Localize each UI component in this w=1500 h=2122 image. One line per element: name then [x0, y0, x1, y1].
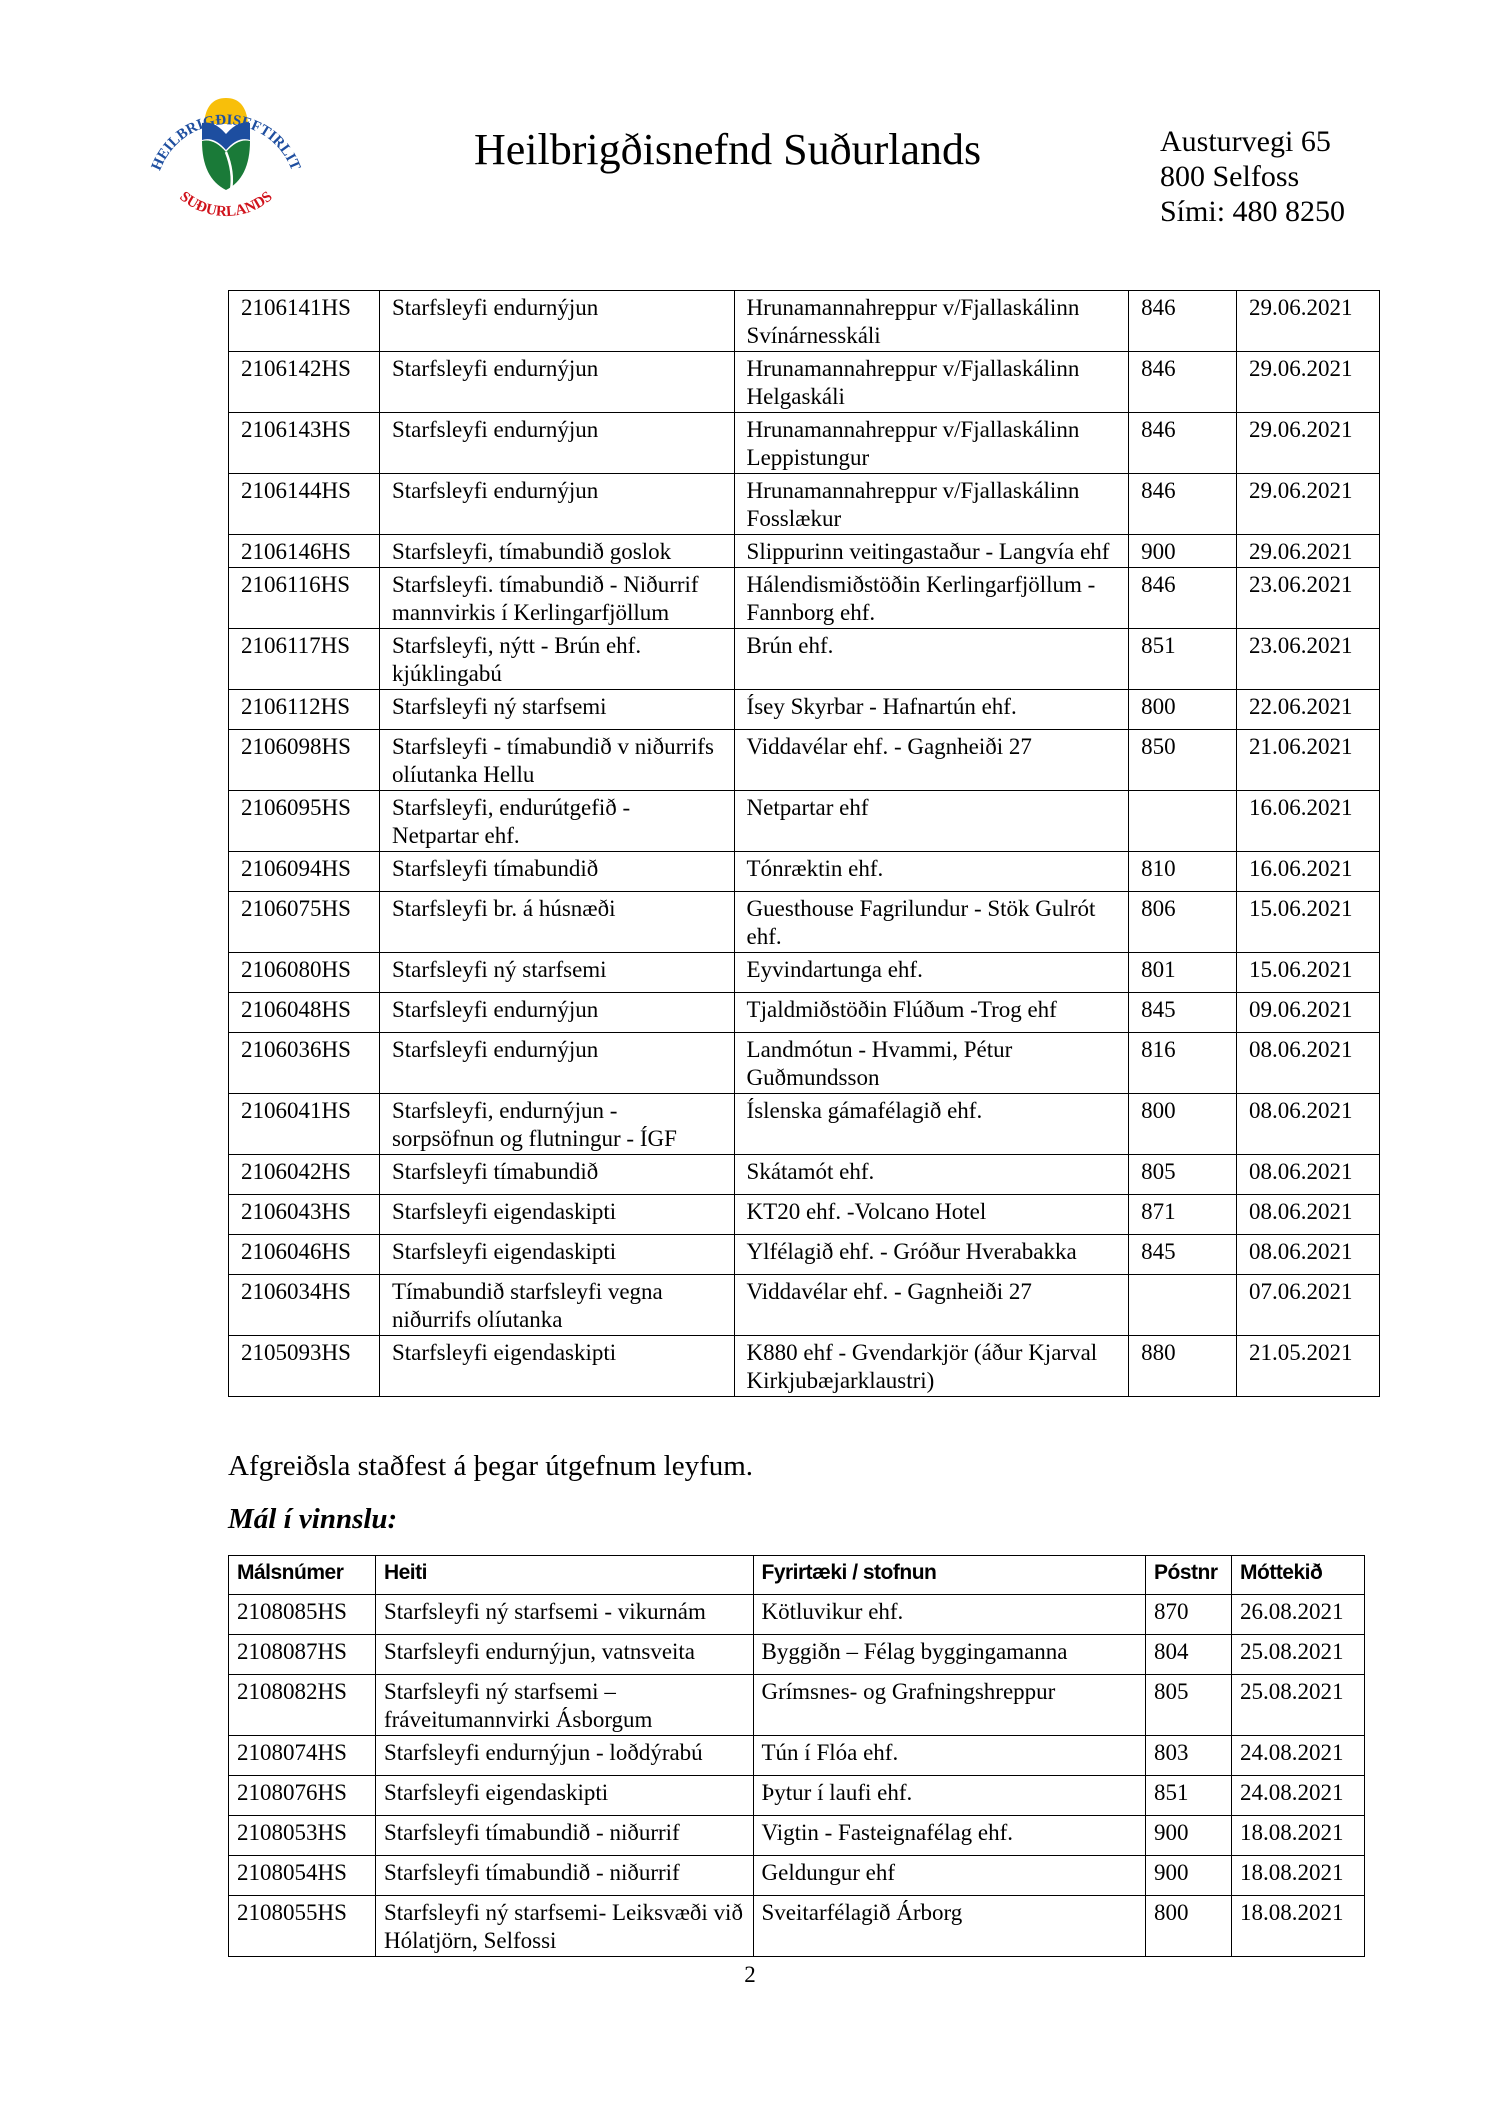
- cell-postcode: 805: [1129, 1155, 1237, 1195]
- cell-name: Starfsleyfi eigendaskipti: [379, 1235, 734, 1275]
- table-row: [229, 1235, 1380, 1275]
- cell-date: 29.06.2021: [1237, 413, 1380, 474]
- cell-name: Starfsleyfi endurnýjun: [379, 1033, 734, 1094]
- table-row: [229, 791, 1380, 852]
- cell-company: Landmótun - Hvammi, Pétur Guðmundsson: [734, 1033, 1129, 1094]
- cell-company: Geldungur ehf: [753, 1856, 1146, 1896]
- cell-name: Starfsleyfi tímabundið: [379, 852, 734, 892]
- cell-case-number: 2106042HS: [229, 1155, 380, 1195]
- in-progress-table: [228, 1555, 1365, 1957]
- cell-company: Tónræktin ehf.: [734, 852, 1129, 892]
- table-row: [229, 352, 1380, 413]
- cell-postcode: 871: [1129, 1195, 1237, 1235]
- cell-date: 08.06.2021: [1237, 1094, 1380, 1155]
- table-row: [229, 413, 1380, 474]
- cell-date: 18.08.2021: [1232, 1816, 1365, 1856]
- logo: [140, 52, 312, 228]
- cell-company: Tjaldmiðstöðin Flúðum -Trog ehf: [734, 993, 1129, 1033]
- cell-company: Slippurinn veitingastaður - Langvía ehf: [734, 535, 1129, 568]
- cell-case-number: 2108055HS: [229, 1896, 376, 1957]
- cell-postcode: 800: [1129, 690, 1237, 730]
- cell-postcode: [1129, 791, 1237, 852]
- cell-name: Starfsleyfi ný starfsemi - vikurnám: [375, 1595, 753, 1635]
- table-row: [229, 535, 1380, 568]
- cell-date: 15.06.2021: [1237, 953, 1380, 993]
- cell-postcode: 816: [1129, 1033, 1237, 1094]
- cell-company: Hrunamannahreppur v/Fjallaskálinn Leppistungur: [734, 413, 1129, 474]
- logo-text-top: HEILBRIGÐISEFTIRLIT: [148, 112, 304, 173]
- cell-company: Vigtin - Fasteignafélag ehf.: [753, 1816, 1146, 1856]
- cell-date: 23.06.2021: [1237, 629, 1380, 690]
- header-received: Móttekið: [1232, 1556, 1365, 1595]
- cell-date: 16.06.2021: [1237, 852, 1380, 892]
- cell-date: 18.08.2021: [1232, 1856, 1365, 1896]
- table-row: [229, 474, 1380, 535]
- cell-company: KT20 ehf. -Volcano Hotel: [734, 1195, 1129, 1235]
- cell-company: Grímsnes- og Grafningshreppur: [753, 1675, 1146, 1736]
- table-row: [229, 1275, 1380, 1336]
- cell-case-number: 2106112HS: [229, 690, 380, 730]
- cell-case-number: 2106098HS: [229, 730, 380, 791]
- cell-name: Starfsleyfi eigendaskipti: [379, 1195, 734, 1235]
- table-row: [229, 690, 1380, 730]
- cell-company: Eyvindartunga ehf.: [734, 953, 1129, 993]
- cell-company: Hrunamannahreppur v/Fjallaskálinn Fosslækur: [734, 474, 1129, 535]
- cell-postcode: 801: [1129, 953, 1237, 993]
- issued-permits-table: [228, 290, 1380, 1397]
- cell-case-number: 2108082HS: [229, 1675, 376, 1736]
- cell-case-number: 2106036HS: [229, 1033, 380, 1094]
- cell-date: 07.06.2021: [1237, 1275, 1380, 1336]
- cell-company: Hálendismiðstöðin Kerlingarfjöllum - Fannborg ehf.: [734, 568, 1129, 629]
- cell-case-number: 2106046HS: [229, 1235, 380, 1275]
- table-row: [229, 1195, 1380, 1235]
- cell-case-number: 2106080HS: [229, 953, 380, 993]
- cell-case-number: 2108074HS: [229, 1736, 376, 1776]
- cell-company: Viddavélar ehf. - Gagnheiði 27: [734, 730, 1129, 791]
- cell-date: 23.06.2021: [1237, 568, 1380, 629]
- cell-date: 24.08.2021: [1232, 1736, 1365, 1776]
- cell-date: 26.08.2021: [1232, 1595, 1365, 1635]
- cell-company: Guesthouse Fagrilundur - Stök Gulrót ehf.: [734, 892, 1129, 953]
- cell-date: 29.06.2021: [1237, 352, 1380, 413]
- org-title: Heilbrigðisnefnd Suðurlands: [474, 125, 982, 174]
- cell-postcode: 845: [1129, 1235, 1237, 1275]
- cell-date: 18.08.2021: [1232, 1896, 1365, 1957]
- cell-case-number: 2106144HS: [229, 474, 380, 535]
- cell-case-number: 2106041HS: [229, 1094, 380, 1155]
- in-progress-heading: Mál í vinnslu:: [228, 1503, 398, 1535]
- table-row: [229, 993, 1380, 1033]
- cell-date: 16.06.2021: [1237, 791, 1380, 852]
- cell-date: 24.08.2021: [1232, 1776, 1365, 1816]
- cell-name: Starfsleyfi tímabundið: [379, 1155, 734, 1195]
- cell-company: Brún ehf.: [734, 629, 1129, 690]
- table-row: [229, 291, 1380, 352]
- table-row: [229, 1856, 1365, 1896]
- cell-company: Þytur í laufi ehf.: [753, 1776, 1146, 1816]
- cell-date: 08.06.2021: [1237, 1195, 1380, 1235]
- table-row: [229, 1675, 1365, 1736]
- cell-case-number: 2106143HS: [229, 413, 380, 474]
- cell-date: 29.06.2021: [1237, 291, 1380, 352]
- header-case-number: Málsnúmer: [229, 1556, 376, 1595]
- cell-postcode: 804: [1146, 1635, 1232, 1675]
- cell-date: 29.06.2021: [1237, 474, 1380, 535]
- cell-case-number: 2106094HS: [229, 852, 380, 892]
- cell-case-number: 2106043HS: [229, 1195, 380, 1235]
- cell-postcode: 845: [1129, 993, 1237, 1033]
- cell-date: 08.06.2021: [1237, 1235, 1380, 1275]
- table-row: [229, 1033, 1380, 1094]
- table-row: [229, 1635, 1365, 1675]
- cell-company: Netpartar ehf: [734, 791, 1129, 852]
- cell-name: Starfsleyfi ný starfsemi- Leiksvæði við Hólatjörn, Selfossi: [375, 1896, 753, 1957]
- cell-date: 25.08.2021: [1232, 1675, 1365, 1736]
- cell-name: Starfsleyfi. tímabundið - Niðurrif mannvirkis í Kerlingarfjöllum: [379, 568, 734, 629]
- cell-name: Starfsleyfi endurnýjun: [379, 474, 734, 535]
- cell-postcode: 803: [1146, 1736, 1232, 1776]
- table-row: [229, 1776, 1365, 1816]
- cell-case-number: 2106146HS: [229, 535, 380, 568]
- cell-postcode: 800: [1146, 1896, 1232, 1957]
- cell-name: Starfsleyfi endurnýjun, vatnsveita: [375, 1635, 753, 1675]
- cell-case-number: 2106034HS: [229, 1275, 380, 1336]
- cell-postcode: 900: [1146, 1816, 1232, 1856]
- cell-name: Tímabundið starfsleyfi vegna niðurrifs olíutanka: [379, 1275, 734, 1336]
- cell-date: 08.06.2021: [1237, 1155, 1380, 1195]
- cell-postcode: 880: [1129, 1336, 1237, 1397]
- cell-postcode: 846: [1129, 413, 1237, 474]
- cell-date: 22.06.2021: [1237, 690, 1380, 730]
- cell-postcode: 846: [1129, 474, 1237, 535]
- cell-company: Hrunamannahreppur v/Fjallaskálinn Svínárnesskáli: [734, 291, 1129, 352]
- cell-name: Starfsleyfi ný starfsemi: [379, 690, 734, 730]
- cell-date: 25.08.2021: [1232, 1635, 1365, 1675]
- cell-company: K880 ehf - Gvendarkjör (áður Kjarval Kirkjubæjarklaustri): [734, 1336, 1129, 1397]
- cell-company: Hrunamannahreppur v/Fjallaskálinn Helgaskáli: [734, 352, 1129, 413]
- table-row: [229, 1155, 1380, 1195]
- cell-name: Starfsleyfi ný starfsemi – fráveitumannvirki Ásborgum: [375, 1675, 753, 1736]
- cell-name: Starfsleyfi tímabundið - niðurrif: [375, 1856, 753, 1896]
- page-number: 2: [744, 1962, 756, 1987]
- cell-name: Starfsleyfi endurnýjun: [379, 993, 734, 1033]
- cell-case-number: 2108054HS: [229, 1856, 376, 1896]
- cell-postcode: 806: [1129, 892, 1237, 953]
- cell-postcode: 810: [1129, 852, 1237, 892]
- cell-case-number: 2108087HS: [229, 1635, 376, 1675]
- cell-postcode: 900: [1146, 1856, 1232, 1896]
- cell-date: 09.06.2021: [1237, 993, 1380, 1033]
- cell-case-number: 2106075HS: [229, 892, 380, 953]
- table-row: [229, 730, 1380, 791]
- org-address: [1160, 124, 1345, 229]
- table-row: [229, 1896, 1365, 1957]
- cell-date: 21.05.2021: [1237, 1336, 1380, 1397]
- cell-name: Starfsleyfi eigendaskipti: [379, 1336, 734, 1397]
- cell-name: Starfsleyfi endurnýjun: [379, 413, 734, 474]
- header-company: Fyrirtæki / stofnun: [753, 1556, 1146, 1595]
- cell-case-number: 2106142HS: [229, 352, 380, 413]
- cell-company: Skátamót ehf.: [734, 1155, 1129, 1195]
- cell-company: Tún í Flóa ehf.: [753, 1736, 1146, 1776]
- cell-case-number: 2108053HS: [229, 1816, 376, 1856]
- cell-postcode: 851: [1129, 629, 1237, 690]
- cell-company: Byggiðn – Félag byggingamanna: [753, 1635, 1146, 1675]
- cell-company: Kötluvikur ehf.: [753, 1595, 1146, 1635]
- cell-case-number: 2106048HS: [229, 993, 380, 1033]
- cell-date: 08.06.2021: [1237, 1033, 1380, 1094]
- cell-case-number: 2106116HS: [229, 568, 380, 629]
- cell-postcode: 851: [1146, 1776, 1232, 1816]
- cell-company: Íslenska gámafélagið ehf.: [734, 1094, 1129, 1155]
- cell-company: Sveitarfélagið Árborg: [753, 1896, 1146, 1957]
- cell-name: Starfsleyfi br. á húsnæði: [379, 892, 734, 953]
- cell-case-number: 2106117HS: [229, 629, 380, 690]
- header-postcode: Póstnr: [1146, 1556, 1232, 1595]
- cell-name: Starfsleyfi, tímabundið goslok: [379, 535, 734, 568]
- logo-emblem: [202, 98, 250, 190]
- cell-name: Starfsleyfi endurnýjun - loðdýrabú: [375, 1736, 753, 1776]
- table-row: [229, 1595, 1365, 1635]
- table-row: [229, 852, 1380, 892]
- cell-postcode: 870: [1146, 1595, 1232, 1635]
- header-name: Heiti: [375, 1556, 753, 1595]
- cell-case-number: 2108085HS: [229, 1595, 376, 1635]
- cell-postcode: 900: [1129, 535, 1237, 568]
- note-text: Afgreiðsla staðfest á þegar útgefnum leyfum.: [228, 1450, 754, 1482]
- cell-name: Starfsleyfi, endurnýjun - sorpsöfnun og flutningur - ÍGF: [379, 1094, 734, 1155]
- cell-company: Viddavélar ehf. - Gagnheiði 27: [734, 1275, 1129, 1336]
- address-phone: Sími: 480 8250: [1160, 195, 1346, 228]
- cell-name: Starfsleyfi eigendaskipti: [375, 1776, 753, 1816]
- cell-name: Starfsleyfi - tímabundið v niðurrifs olíutanka Hellu: [379, 730, 734, 791]
- cell-case-number: 2105093HS: [229, 1336, 380, 1397]
- cell-postcode: [1129, 1275, 1237, 1336]
- cell-case-number: 2106141HS: [229, 291, 380, 352]
- table-row: [229, 953, 1380, 993]
- cell-postcode: 846: [1129, 568, 1237, 629]
- table-header-row: [229, 1556, 1365, 1595]
- address-street: Austurvegi 65: [1160, 125, 1331, 158]
- cell-name: Starfsleyfi tímabundið - niðurrif: [375, 1816, 753, 1856]
- cell-date: 21.06.2021: [1237, 730, 1380, 791]
- table-row: [229, 1816, 1365, 1856]
- logo-text-bottom: SUÐURLANDS: [176, 188, 276, 221]
- cell-postcode: 800: [1129, 1094, 1237, 1155]
- cell-name: Starfsleyfi, endurútgefið - Netpartar ehf.: [379, 791, 734, 852]
- cell-date: 29.06.2021: [1237, 535, 1380, 568]
- table-row: [229, 568, 1380, 629]
- cell-name: Starfsleyfi ný starfsemi: [379, 953, 734, 993]
- cell-case-number: 2106095HS: [229, 791, 380, 852]
- table-row: [229, 1336, 1380, 1397]
- address-city: 800 Selfoss: [1160, 160, 1300, 193]
- cell-postcode: 805: [1146, 1675, 1232, 1736]
- cell-name: Starfsleyfi endurnýjun: [379, 352, 734, 413]
- table-row: [229, 629, 1380, 690]
- table-row: [229, 892, 1380, 953]
- cell-date: 15.06.2021: [1237, 892, 1380, 953]
- table-row: [229, 1094, 1380, 1155]
- cell-postcode: 846: [1129, 352, 1237, 413]
- cell-company: Ylfélagið ehf. - Gróður Hverabakka: [734, 1235, 1129, 1275]
- cell-postcode: 846: [1129, 291, 1237, 352]
- cell-postcode: 850: [1129, 730, 1237, 791]
- cell-name: Starfsleyfi endurnýjun: [379, 291, 734, 352]
- cell-company: Ísey Skyrbar - Hafnartún ehf.: [734, 690, 1129, 730]
- cell-case-number: 2108076HS: [229, 1776, 376, 1816]
- table-row: [229, 1736, 1365, 1776]
- cell-name: Starfsleyfi, nýtt - Brún ehf. kjúklingabú: [379, 629, 734, 690]
